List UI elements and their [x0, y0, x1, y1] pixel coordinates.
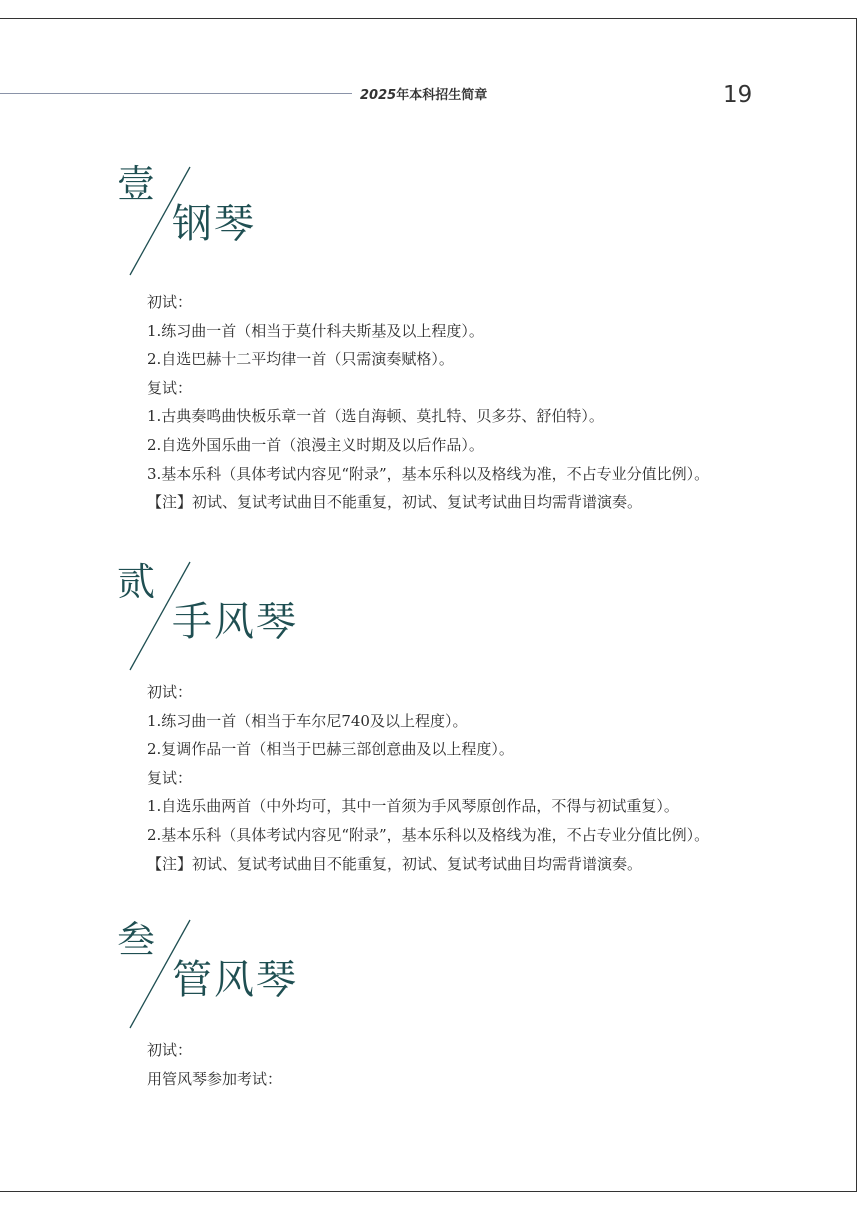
header-year: 2025 [360, 88, 397, 103]
page-number: 19 [723, 82, 753, 108]
note-paragraph: 【注】初试、复试考试曲目不能重复，初试、复试考试曲目均需背谱演奏。 [147, 493, 643, 512]
paragraph: 复试： [147, 768, 193, 787]
header-rule [0, 93, 352, 94]
section-title: 钢琴 [172, 201, 256, 247]
section-heading-1 [0, 162, 860, 282]
section-heading-2 [0, 560, 860, 680]
paragraph: 1.古典奏鸣曲快板乐章一首（选自海顿、莫扎特、贝多芬、舒伯特）。 [147, 407, 604, 426]
paragraph: 2.自选外国乐曲一首（浪漫主义时期及以后作品）。 [147, 435, 484, 454]
paragraph: 用管风琴参加考试： [147, 1069, 283, 1088]
header-title-text: 年本科招生简章 [396, 88, 488, 103]
paragraph: 初试： [147, 683, 193, 701]
paragraph: 1.练习曲一首（相当于车尔尼740及以上程度）。 [147, 711, 468, 730]
paragraph: 1.练习曲一首（相当于莫什科夫斯基及以上程度）。 [147, 321, 484, 340]
section-body-1 [117, 288, 747, 517]
paragraph: 2.基本乐科（具体考试内容见“附录”，基本乐科以及格线为准，不占专业分值比例）。 [147, 825, 710, 844]
section-body-2 [117, 678, 747, 878]
section-title: 手风琴 [172, 599, 298, 645]
section-number: 贰 [117, 560, 156, 604]
paragraph: 2.自选巴赫十二平均律一首（只需演奏赋格）。 [147, 350, 454, 369]
paragraph: 初试： [147, 293, 193, 311]
paragraph: 1.自选乐曲两首（中外均可，其中一首须为手风琴原创作品，不得与初试重复）。 [147, 797, 679, 816]
paragraph: 初试： [147, 1041, 193, 1059]
section-body-3 [117, 1036, 747, 1093]
section-heading-3 [0, 918, 860, 1038]
paragraph: 2.复调作品一首（相当于巴赫三部创意曲及以上程度）。 [147, 740, 514, 759]
paragraph: 3.基本乐科（具体考试内容见“附录”，基本乐科以及格线为准，不占专业分值比例）。 [147, 464, 710, 483]
note-paragraph: 【注】初试、复试考试曲目不能重复，初试、复试考试曲目均需背谱演奏。 [147, 854, 643, 873]
section-number: 壹 [117, 162, 156, 206]
paragraph: 复试： [147, 378, 193, 397]
header-title [360, 84, 487, 103]
section-title: 管风琴 [172, 957, 298, 1003]
section-number: 叁 [117, 918, 156, 962]
